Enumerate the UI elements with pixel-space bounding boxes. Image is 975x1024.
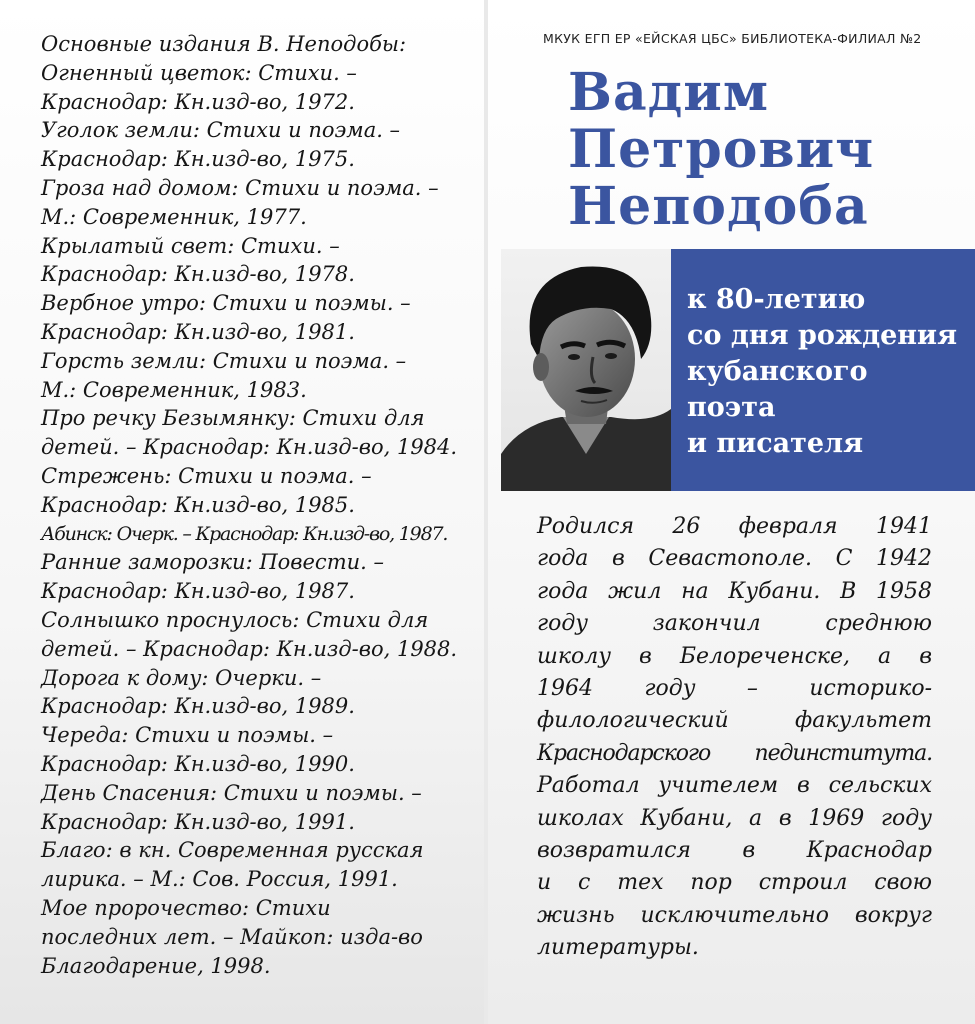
publication-line: последних лет. – Майкоп: изда-во <box>41 924 423 949</box>
publication-line: Стрежень: Стихи и поэма. – <box>41 463 372 488</box>
publication-line: Благодарение, 1998. <box>41 953 271 978</box>
library-name: МКУК ЕГП ЕР «ЕЙСКАЯ ЦБС» БИБЛИОТЕКА-ФИЛИАЛ №2 <box>543 31 922 46</box>
anniversary-text <box>687 282 972 462</box>
bio-line: школах Кубани, а в 1969 году <box>537 805 932 831</box>
publications-list <box>41 30 481 980</box>
publication-line: Краснодар: Кн.изд-во, 1989. <box>41 694 355 719</box>
publication-line: Мое пророчество: Стихи <box>41 895 331 920</box>
bio-line: школу в Белореченске, а в <box>537 643 932 669</box>
bio-line: филологический факультет <box>537 708 932 734</box>
bio-line: года жил на Кубани. В 1958 <box>537 578 932 604</box>
bio-line: Краснодарского пединститута. <box>537 740 932 766</box>
publication-line: Краснодар: Кн.изд-во, 1981. <box>41 319 355 344</box>
publication-line: Благо: в кн. Современная русская <box>41 838 424 863</box>
publication-line: М.: Современник, 1977. <box>41 204 307 229</box>
bio-line: Родился 26 февраля 1941 <box>537 514 932 539</box>
publication-line: Краснодар: Кн.изд-во, 1978. <box>41 262 355 287</box>
publication-line: М.: Современник, 1983. <box>41 377 307 402</box>
publication-line: Горсть земли: Стихи и поэма. – <box>41 348 407 373</box>
publication-line: Крылатый свет: Стихи. – <box>41 233 340 258</box>
publication-line: Про речку Безымянку: Стихи для <box>41 406 425 431</box>
anniversary-line: со дня рождения <box>687 320 958 351</box>
biography <box>537 511 932 965</box>
publication-line: Краснодар: Кн.изд-во, 1975. <box>41 147 355 172</box>
bio-line: году закончил среднюю <box>537 611 932 637</box>
publication-line: Вербное утро: Стихи и поэмы. – <box>41 291 411 316</box>
anniversary-line: к 80-летию <box>687 284 866 315</box>
anniversary-line: и писателя <box>687 428 864 459</box>
bio-line: возвратился в Краснодар <box>537 838 932 864</box>
publication-line: Ранние заморозки: Повести. – <box>41 550 384 575</box>
anniversary-line: кубанского <box>687 356 868 387</box>
publication-line: Гроза над домом: Стихи и поэма. – <box>41 175 439 200</box>
bio-line: литературы. <box>537 935 699 961</box>
portrait-photo <box>501 249 671 491</box>
publication-line: Краснодар: Кн.изд-во, 1972. <box>41 89 355 114</box>
publication-line: Абинск: Очерк. – Краснодар: Кн.изд-во, 1987. <box>41 522 448 545</box>
bio-line: жизнь исключительно вокруг <box>537 902 932 928</box>
publication-line: Солнышко проснулось: Стихи для <box>41 607 429 632</box>
anniversary-line: поэта <box>687 392 776 423</box>
portrait-icon <box>501 249 671 491</box>
publication-line: Уголок земли: Стихи и поэма. – <box>41 118 401 143</box>
bio-line: года в Севастополе. С 1942 <box>537 546 932 572</box>
bio-line: 1964 году – историко- <box>537 676 932 702</box>
bio-line: Работал учителем в сельских <box>537 773 932 799</box>
bio-line: и с тех пор строил свою <box>537 870 932 896</box>
publication-line: Огненный цветок: Стихи. – <box>41 60 357 85</box>
author-last-name: Неподоба <box>568 176 869 237</box>
publication-line: Краснодар: Кн.изд-во, 1985. <box>41 492 355 517</box>
author-first-name: Вадим <box>568 62 770 123</box>
publication-line: Дорога к дому: Очерки. – <box>41 665 322 690</box>
publication-line: День Спасения: Стихи и поэмы. – <box>41 780 422 805</box>
publication-line: детей. – Краснодар: Кн.изд-во, 1984. <box>41 435 458 460</box>
author-patronymic: Петрович <box>568 119 875 180</box>
publication-line: Краснодар: Кн.изд-во, 1987. <box>41 579 355 604</box>
publication-line: Череда: Стихи и поэмы. – <box>41 723 334 748</box>
publications-heading: Основные издания В. Неподобы: <box>41 32 407 56</box>
publication-line: детей. – Краснодар: Кн.изд-во, 1988. <box>41 636 458 661</box>
publication-line: Краснодар: Кн.изд-во, 1990. <box>41 751 355 776</box>
publication-line: Краснодар: Кн.изд-во, 1991. <box>41 809 355 834</box>
author-name <box>568 64 968 235</box>
publication-line: лирика. – М.: Сов. Россия, 1991. <box>41 867 398 892</box>
